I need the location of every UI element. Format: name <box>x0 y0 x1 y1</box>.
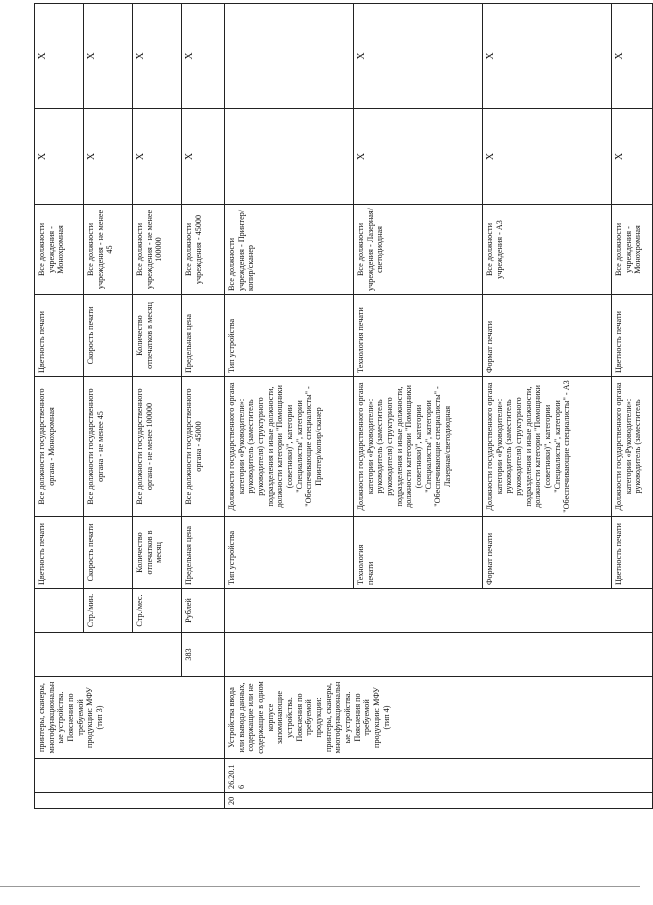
product-name: принтеры, сканеры, многофункциональные устройства. Пояснения по требуемой продукции: МФУ (тип 3) <box>35 677 225 759</box>
okei-code: 383 <box>182 633 225 677</box>
value-inst: Все должности учреждения - Монохромная <box>35 205 84 295</box>
characteristic: Цветность печати <box>35 517 84 589</box>
value-gov: Должности государственного органа категории «Руководители»: руководитель (заместитель руководителя) структурного подразделения и иные должности, должности категории "Помощники (советники)", категории "Специалисты", категории "Обеспечивающие специалисты" - Лазерная/светодиодная <box>354 377 483 517</box>
mark-x: X <box>612 109 653 205</box>
value-gov: Должности государственного органа категории «Руководители»: руководитель (заместитель руководителя) структурного подразделения и иные должности, должности категории "Помощники (советники)", категории "Специалисты", категории "Обеспечивающие специалисты" - А3 <box>483 377 612 517</box>
characteristic: Количество отпечатков в месяц <box>133 517 182 589</box>
value-inst: Все должности учреждения - Принтер/копир/сканер <box>225 205 354 295</box>
value-inst: Все должности учреждения - Лазерная/светодиодная <box>354 205 483 295</box>
characteristic: Скорость печати <box>84 517 133 589</box>
page-edge-rule <box>0 886 640 905</box>
characteristic: Технология печати <box>354 517 483 589</box>
characteristic-2: Формат печати <box>483 295 612 377</box>
characteristic-2: Скорость печати <box>84 295 133 377</box>
mark-x: X <box>182 109 225 205</box>
characteristic-2: Тип устройства <box>225 295 354 377</box>
characteristic: Предельная цена <box>182 517 225 589</box>
okei-code <box>225 633 653 677</box>
characteristic-2: Технология печати <box>354 295 483 377</box>
characteristic-2: Количество отпечатков в месяц <box>133 295 182 377</box>
mark-x: X <box>84 109 133 205</box>
characteristic: Тип устройства <box>225 517 354 589</box>
row-number: 20 <box>225 793 653 809</box>
table-row <box>225 4 354 809</box>
mark-x: X <box>182 4 225 109</box>
characteristic-2: Предельная цена <box>182 295 225 377</box>
table-row <box>35 4 84 809</box>
value-gov: Все должности государственного органа - не менее 100000 <box>133 377 182 517</box>
value-inst: Все должности учреждения - не менее 45 <box>84 205 133 295</box>
mark-x: X <box>612 4 653 109</box>
row-number <box>35 793 225 809</box>
mark-x: X <box>84 4 133 109</box>
value-inst: Все должности учреждения - А3 <box>483 205 612 295</box>
value-gov: Все должности государственного органа - не менее 45 <box>84 377 133 517</box>
unit: Стр./мес. <box>133 589 182 633</box>
mark-x: X <box>133 4 182 109</box>
mark-x: X <box>133 109 182 205</box>
mark-x: X <box>354 109 483 205</box>
unit: Рублей <box>182 589 225 633</box>
okpd-code: 26.20.16 <box>225 759 653 793</box>
unit: Стр./мин. <box>84 589 133 633</box>
okei-code <box>35 633 182 677</box>
value-gov: Должности государственного органа категории «Руководители»: руководитель (заместитель руководителя) структурного подразделения и иные должности, должности категории "Помощники (советники)", категории "Специалисты", категории "Обеспечивающие специалисты" - Принтер/копир/сканер <box>225 377 354 517</box>
characteristic-2: Цветность печати <box>612 295 653 377</box>
characteristic: Цветность печати <box>612 517 653 589</box>
characteristic-2: Цветность печати <box>35 295 84 377</box>
value-gov: Все должности государственного органа - Монохромная <box>35 377 84 517</box>
product-name: Устройства ввода или вывода данных, содержащие или не содержащие в одном корпусе запоминающие устройства. Пояснения по требуемой продукции: принтеры, сканеры, многофункциональные устройства. Пояснения по требуемой продукции: МФУ (тип 4) <box>225 677 653 759</box>
value-inst: Все должности учреждения - не менее 100000 <box>133 205 182 295</box>
mark-x: X <box>483 109 612 205</box>
value-inst: Все должности учреждения - Монохромная <box>612 205 653 295</box>
mark-x: X <box>354 4 483 109</box>
value-gov: Должности государственного органа категории «Руководители»: руководитель (заместитель <box>612 377 653 517</box>
okpd-code <box>35 759 225 793</box>
requirements-table <box>34 3 653 809</box>
mark-x: X <box>35 109 84 205</box>
mark-x: X <box>483 4 612 109</box>
value-gov: Все должности государственного органа - 45000 <box>182 377 225 517</box>
mark-x <box>225 109 354 205</box>
unit <box>225 589 653 633</box>
value-inst: Все должности учреждения - 45000 <box>182 205 225 295</box>
characteristic: Формат печати <box>483 517 612 589</box>
mark-x <box>225 4 354 109</box>
unit <box>35 589 84 633</box>
mark-x: X <box>35 4 84 109</box>
